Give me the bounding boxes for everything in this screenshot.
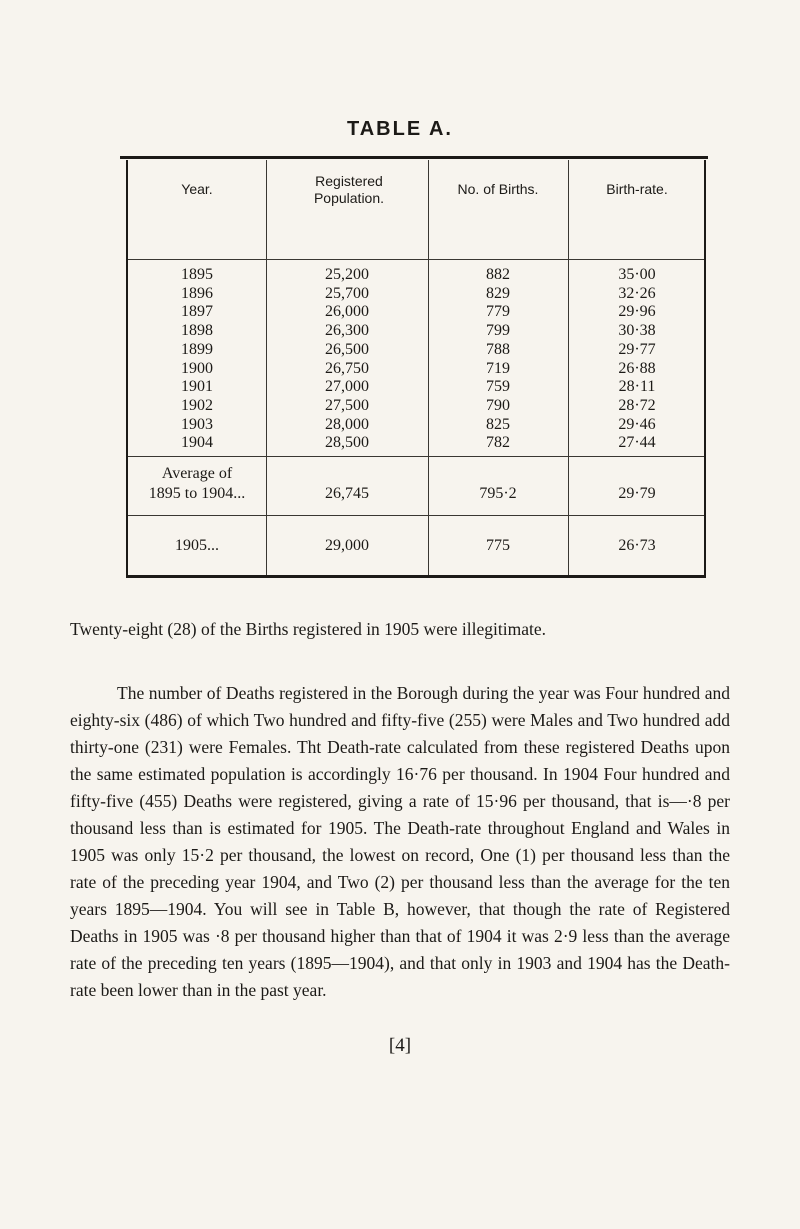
average-population: 26,745 bbox=[325, 485, 369, 502]
table-cell-births: 782 bbox=[486, 434, 510, 452]
table-cell-population: 27,500 bbox=[325, 396, 369, 414]
page-number: [4] bbox=[388, 1035, 412, 1056]
population-1905: 29,000 bbox=[325, 537, 369, 554]
table-cell-year: 1899 bbox=[181, 340, 213, 358]
table-cell-population: 26,750 bbox=[325, 359, 369, 377]
header-births: No. of Births. bbox=[457, 181, 539, 197]
table-cell-year: 1902 bbox=[181, 396, 213, 414]
table-cell-population: 26,000 bbox=[325, 303, 369, 321]
table-cell-births: 719 bbox=[486, 359, 510, 377]
row-divider bbox=[128, 456, 704, 457]
table-cell-year: 1901 bbox=[181, 378, 213, 396]
table-cell-rate: 26·88 bbox=[618, 359, 656, 377]
table-cell-rate: 27·44 bbox=[618, 434, 656, 452]
table-cell-year: 1897 bbox=[181, 303, 213, 321]
table-cell-population: 27,000 bbox=[325, 378, 369, 396]
table-cell-year: 1896 bbox=[181, 284, 213, 302]
rate-1905: 26·73 bbox=[618, 537, 656, 554]
table-cell-births: 882 bbox=[486, 266, 510, 283]
table-cell-population: 26,300 bbox=[325, 322, 369, 340]
table-cell-rate: 30·38 bbox=[618, 322, 656, 340]
table-cell-births: 759 bbox=[486, 378, 510, 396]
table-cell-year: 1900 bbox=[181, 359, 213, 377]
average-label-line2: 1895 to 1904... bbox=[148, 485, 246, 502]
table-cell-rate: 29·46 bbox=[618, 415, 656, 433]
table-cell-births: 829 bbox=[486, 284, 510, 302]
table-cell-births: 779 bbox=[486, 303, 510, 321]
average-label-line1: Average of bbox=[161, 465, 233, 482]
table-cell-population: 25,200 bbox=[325, 266, 369, 283]
header-birth-rate: Birth-rate. bbox=[606, 181, 668, 197]
table-cell-year: 1904 bbox=[181, 434, 213, 452]
table-cell-rate: 35·00 bbox=[618, 266, 656, 283]
table-cell-year: 1895 bbox=[181, 266, 213, 283]
paragraph-deaths: The number of Deaths registered in the Borough during the year was Four hundred and eighty-six (486) of which Two hundred and fifty-five (255) were Males and Two hundred add thirty-one (231) were Females. Tht Death-rate calculated from these registered Deaths upon the same estimated population is accordingly 16·76 per thousand. In 1904 Four hundred and fifty-five (455) Deaths were registered, giving a rate of 15·96 per thousand, that is—·8 per thousand less than is estimated for 1905. The Death-rate throughout England and Wales in 1905 was only 15·2 per thousand, the lowest on record, One (1) per thousand less than the rate of the preceding year 1904, and Two (2) per thousand less than the average for the ten years 1895—1904. You will see in Table B, however, that though the rate of Registered Deaths in 1905 was ·8 per thousand higher than that of 1904 it was 2·9 less than the average rate of the preceding ten years (1895—1904), and that only in 1903 and 1904 has the Death-rate been lower than in the past year. bbox=[70, 683, 730, 1000]
table-cell-rate: 32·26 bbox=[618, 284, 656, 302]
year-1905: 1905... bbox=[175, 537, 219, 554]
row-divider bbox=[128, 259, 704, 260]
table-cell-population: 26,500 bbox=[325, 340, 369, 358]
table-title: TABLE A. bbox=[347, 118, 453, 140]
table-cell-rate: 29·96 bbox=[618, 303, 656, 321]
table-cell-rate: 29·77 bbox=[618, 340, 656, 358]
table-cell-births: 825 bbox=[486, 415, 510, 433]
table-cell-year: 1898 bbox=[181, 322, 213, 340]
births-1905: 775 bbox=[486, 537, 510, 554]
header-year: Year. bbox=[181, 181, 213, 197]
table-cell-rate: 28·11 bbox=[618, 378, 656, 396]
table-cell-population: 28,000 bbox=[325, 415, 369, 433]
top-rule bbox=[120, 156, 708, 159]
table-cell-births: 790 bbox=[486, 396, 510, 414]
table-cell-rate: 28·72 bbox=[618, 396, 656, 414]
paragraph-illegitimate: Twenty-eight (28) of the Births registered in 1905 were illegitimate. bbox=[70, 619, 547, 639]
table-cell-population: 25,700 bbox=[325, 284, 369, 302]
table-cell-year: 1903 bbox=[181, 415, 213, 433]
average-rate: 29·79 bbox=[618, 485, 656, 502]
table-cell-births: 788 bbox=[486, 340, 510, 358]
row-divider bbox=[128, 515, 704, 516]
births-table bbox=[126, 160, 706, 578]
average-births: 795·2 bbox=[479, 485, 517, 502]
header-population: Registered Population. bbox=[313, 173, 385, 206]
table-cell-births: 799 bbox=[486, 322, 510, 340]
table-cell-population: 28,500 bbox=[325, 434, 369, 452]
